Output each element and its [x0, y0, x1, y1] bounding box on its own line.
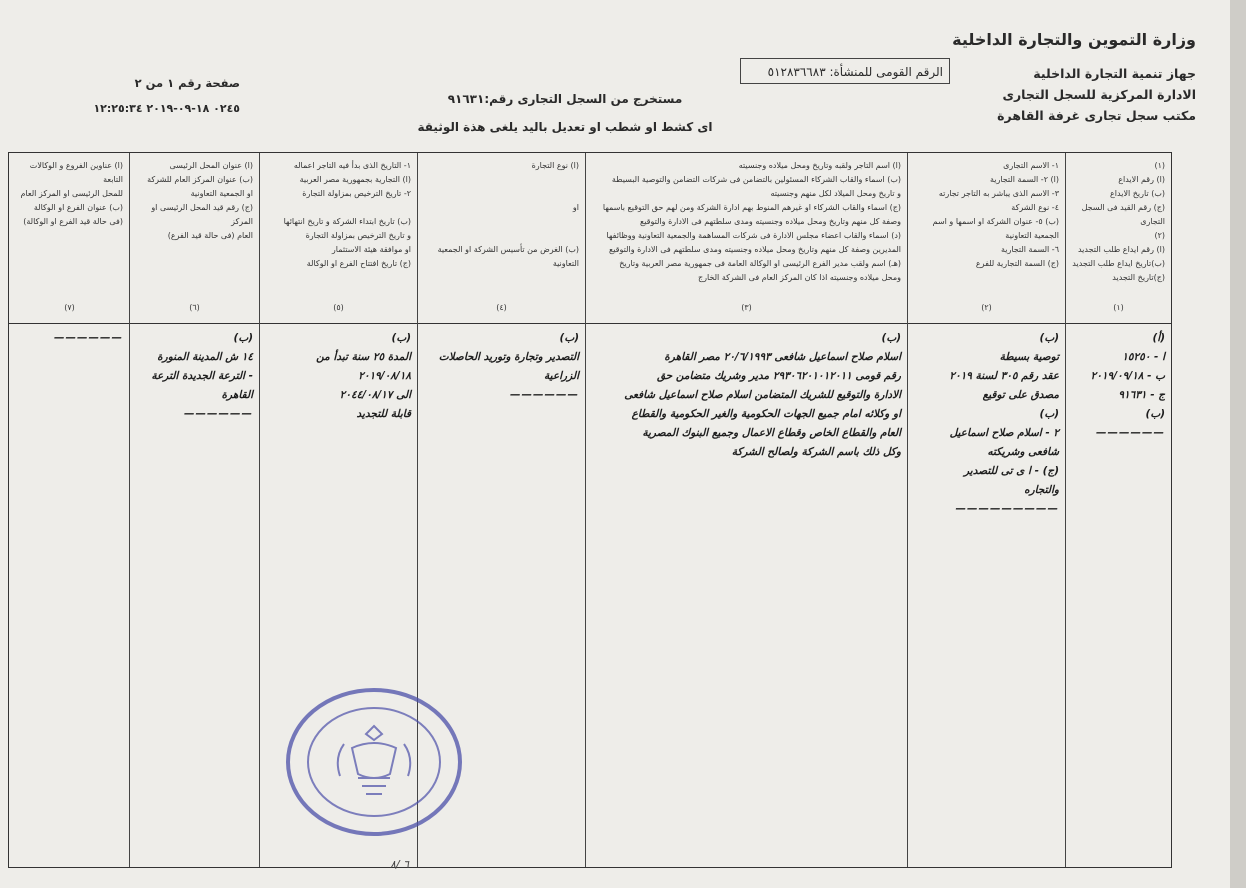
department-name: الادارة المركزية للسجل التجارى	[1002, 87, 1196, 102]
extract-heading	[400, 92, 730, 134]
text-line: (د) اسماء والقاب اعضاء مجلس الادارة فى شركات المساهمة والجمعية التعاونية ووظائفها	[606, 231, 901, 240]
text-line: (ا) نوع التجارة	[531, 161, 579, 170]
text-line: او	[572, 203, 579, 212]
text-line: التصدير وتجارة وتوريد الحاصلات	[438, 351, 579, 363]
text-line: ٤- نوع الشركة	[1011, 203, 1059, 212]
column-3	[585, 153, 907, 867]
print-timestamp: ٠٢٤٥ ١٨-٠٩-٢٠١٩ ١٢:٢٥:٣٤	[93, 102, 240, 115]
text-line: (هـ) اسم ولقب مدير الفرع الرئيسى او الوكالة العامة فى جمهورية مصر العربية وتاريخ	[619, 259, 901, 268]
text-line: الى ٢٠٤٤/٠٨/١٧	[339, 389, 411, 401]
text-line: (ب) اسماء والقاب الشركاء المسئولين بالتضامن فى شركات التضامن والتوصية البسيطة	[611, 175, 901, 184]
text-line: (ب) ٥- عنوان الشركة او اسمها و اسم الجمعية التعاونية	[932, 217, 1059, 240]
extract-title: مستخرج من السجل التجارى رقم:٩١٦٣١	[447, 92, 683, 106]
text-line: القاهرة	[221, 389, 253, 401]
text-line: او موافقة هيئة الاستثمار	[331, 245, 411, 254]
column-1-entry	[1070, 329, 1165, 443]
text-line: وصفة كل منهم وتاريخ ومحل ميلاده وجنسيته ومدى سلطتهم فى الادارة والتوقيع	[639, 217, 901, 226]
text-line: قابلة للتجديد	[356, 408, 411, 420]
register-table	[8, 152, 1172, 868]
column-4-entry	[422, 329, 579, 405]
footer-handwritten-mark: ٦ /٨	[390, 858, 410, 871]
text-line: (ا) ٢- السمة التجارية	[989, 175, 1059, 184]
text-line: العام (فى حالة قيد الفرع)	[167, 231, 253, 240]
text-line: المديرين وصفة كل منهم وتاريخ ومحل ميلاده وجنسيته ومدى سلطتهم فى الادارة والتوقيع	[608, 245, 901, 254]
text-line: ١- الاسم التجارى	[1003, 161, 1059, 170]
text-line	[422, 187, 579, 201]
text-line: اسلام صلاح اسماعيل شافعى ٢٠/٦/١٩٩٣ مصر القاهرة	[664, 351, 901, 363]
text-line: (١)	[1154, 161, 1165, 170]
national-number-box: الرقم القومى للمنشأة: ٥١٢٨٣٦٦٨٣	[740, 58, 950, 84]
column-2-heading	[912, 159, 1059, 271]
text-line	[422, 215, 579, 229]
agency-name: جهاز تنمية التجارة الداخلية	[1033, 66, 1196, 81]
column-3-entry	[590, 329, 901, 462]
text-line: (ب)	[1145, 408, 1165, 420]
column-6-heading	[134, 159, 253, 243]
column-4-heading	[422, 159, 579, 271]
column-7-number: (٧)	[64, 303, 75, 312]
text-line: الزراعية	[544, 370, 579, 382]
text-line: (ج) اسماء والقاب الشركاء او غيرهم المنوط بهم ادارة الشركة ومن لهم حق التوقيع باسمها	[602, 203, 901, 212]
page-info	[20, 76, 240, 115]
text-line: والتجاره	[1024, 484, 1059, 496]
text-line: (ب)	[559, 332, 579, 344]
text-line: الادارة والتوقيع للشريك المتضامن اسلام صلاح اسماعيل شافعى	[624, 389, 901, 401]
text-line: (ج) السمة التجارية للفرع	[975, 259, 1059, 268]
ministry-name: وزارة التموين والتجارة الداخلية	[952, 30, 1196, 49]
text-line: (أ)	[1152, 332, 1165, 344]
text-line: او الجمعية التعاونية	[190, 189, 253, 198]
text-line	[264, 201, 411, 215]
text-line: (ب)	[391, 332, 411, 344]
column-3-heading	[590, 159, 901, 285]
text-line: ٣- الاسم الذى يباشر به التاجر تجارته	[938, 189, 1059, 198]
text-line: ب - ٢٠١٩/٠٩/١٨	[1090, 370, 1165, 382]
text-line: مصدق على توقيع	[982, 389, 1059, 401]
column-1-heading	[1070, 159, 1165, 285]
text-line: و تاريخ الترخيص بمزاولة التجارة	[305, 231, 411, 240]
column-7	[10, 153, 129, 867]
office-name: مكتب سجل تجارى غرفة القاهرة	[997, 108, 1196, 123]
text-line: شافعى وشريكته	[987, 446, 1059, 458]
text-line: (ج)تاريخ التجديد	[1112, 273, 1165, 282]
text-line: ——————	[54, 332, 123, 344]
text-line	[422, 229, 579, 243]
column-7-entry	[14, 329, 123, 348]
column-2	[907, 153, 1065, 867]
text-line: (ب) الغرض من تأسيس الشركة او الجمعية التعاونية	[437, 245, 579, 268]
text-line: (ج) - ا ى تى للتصدير	[964, 465, 1059, 477]
text-line: ——————	[1096, 427, 1165, 439]
text-line: (ب)	[1039, 332, 1059, 344]
text-line: توصية بسيطة	[999, 351, 1059, 363]
column-2-entry	[912, 329, 1059, 519]
text-line: ٦- السمة التجارية	[1000, 245, 1059, 254]
text-line: ٢ - اسلام صلاح اسماعيل	[949, 427, 1059, 439]
text-line: (ا) رقم ايداع طلب التجديد	[1077, 245, 1165, 254]
column-5-entry	[264, 329, 411, 424]
text-line: (ا) اسم التاجر ولقبه وتاريخ ومحل ميلاده وجنسيته	[738, 161, 901, 170]
text-line: - الترعة الجديدة الترعة	[151, 370, 253, 382]
text-line: (ب)تاريخ ايداع طلب التجديد	[1072, 259, 1165, 268]
text-line: وكل ذلك باسم الشركة ولصالح الشركة	[731, 446, 901, 458]
text-line	[422, 173, 579, 187]
column-6-number: (٦)	[189, 303, 200, 312]
column-2-number: (٢)	[981, 303, 992, 312]
text-line: رقم قومى ٢٩٣٠٦٢٠١٠١٢٠١١ مدير وشريك متضامن حق	[656, 370, 901, 382]
text-line: ١- التاريخ الذى بدأ فيه التاجر اعماله	[293, 161, 411, 170]
text-line: ——————	[510, 389, 579, 401]
column-4-number: (٤)	[496, 303, 507, 312]
column-1-number: (١)	[1113, 303, 1124, 312]
text-line: و تاريخ ومحل الميلاد لكل منهم وجنسيته	[770, 189, 901, 198]
text-line: العام والقطاع الخاص وقطاع الاعمال وجميع البنوك المصرية	[642, 427, 901, 439]
text-line: (ب)	[233, 332, 253, 344]
text-line: —————————	[955, 503, 1059, 515]
text-line: (ب) تاريخ ابتداء الشركة و تاريخ انتهائها	[283, 217, 411, 226]
text-line: ١٤ ش المدينة المنورة	[157, 351, 253, 363]
text-line: (ج) رقم قيد المحل الرئيسى او المركز	[151, 203, 253, 226]
text-line: (ا) التجارية بجمهورية مصر العربية	[299, 175, 411, 184]
text-line: ومحل ميلاده وجنسيته اذا كان المركز العام فى الشركة الخارج	[697, 273, 901, 282]
text-line: (ب)	[1039, 408, 1059, 420]
text-line: (ج) تاريخ افتتاح الفرع او الوكالة	[306, 259, 411, 268]
text-line: ٢- تاريخ الترخيص بمزاولة التجارة	[302, 189, 411, 198]
column-1	[1065, 153, 1171, 867]
text-line: ج - ٩١٦٣١	[1118, 389, 1165, 401]
column-5-number: (٥)	[333, 303, 344, 312]
column-6	[129, 153, 259, 867]
text-line: (فى حالة قيد الفرع او الوكالة)	[23, 217, 123, 226]
text-line: (ا) عناوين الفروع و الوكالات التابعة	[29, 161, 123, 184]
page-number: صفحة رقم ١ من ٢	[134, 76, 240, 90]
column-3-number: (٣)	[741, 303, 752, 312]
text-line: (ب) عنوان الفرع او الوكالة	[33, 203, 123, 212]
text-line: ا - ١٥٢٥٠	[1122, 351, 1165, 363]
text-line: للمحل الرئيسى او المركز العام	[20, 189, 123, 198]
text-line: او وكلائه امام جميع الجهات الحكومية والغير الحكومية والقطاع	[631, 408, 901, 420]
text-line: عقد رقم ٣٠٥ لسنة ٢٠١٩	[949, 370, 1059, 382]
text-line: (ا) عنوان المحل الرئيسى	[169, 161, 253, 170]
text-line: (ا) رقم الايداع	[1118, 175, 1165, 184]
text-line: (ب) تاريخ الايداع	[1110, 189, 1165, 198]
text-line: (٢)	[1154, 231, 1165, 240]
official-seal-stamp	[282, 686, 462, 838]
text-line: (ب) عنوان المركز العام للشركة	[147, 175, 253, 184]
column-7-heading	[14, 159, 123, 229]
column-6-entry	[134, 329, 253, 424]
page-edge-shadow	[1230, 0, 1246, 888]
text-line: ——————	[184, 408, 253, 420]
text-line: (ج) رقم القيد فى السجل التجارى	[1081, 203, 1165, 226]
text-line: المدة ٢٥ سنة تبدأ من ٢٠١٩/٠٨/١٨	[316, 351, 411, 382]
text-line: (ب)	[881, 332, 901, 344]
tamper-warning: اى كشط او شطب او تعديل باليد يلغى هذة الوثيقة	[417, 120, 713, 134]
column-5-heading	[264, 159, 411, 271]
